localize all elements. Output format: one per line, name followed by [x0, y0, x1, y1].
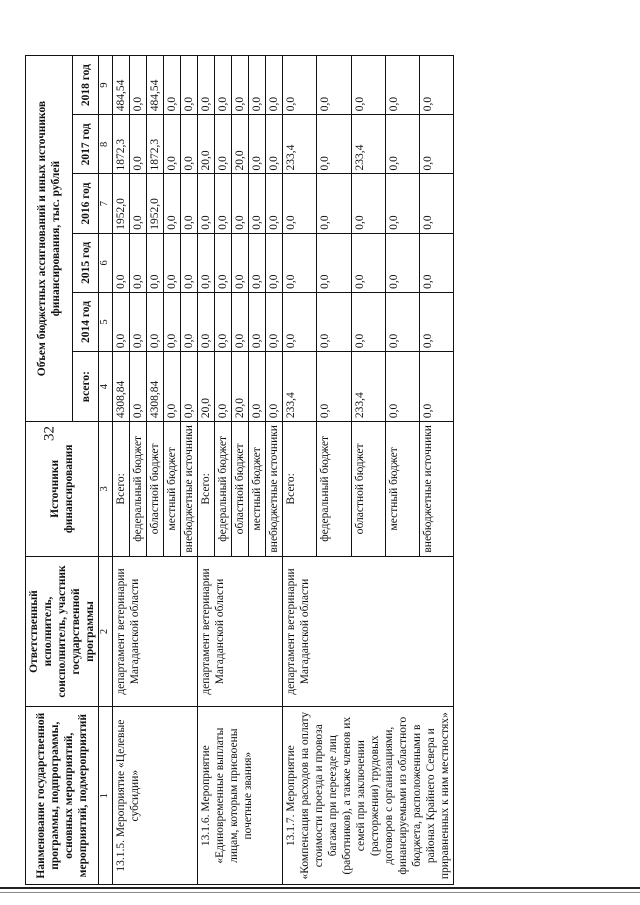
value-cell: 0,0 [317, 56, 351, 115]
measure-responsible: департамент ветеринарии Магаданской области [112, 556, 197, 707]
value-cell: 0,0 [129, 115, 146, 174]
header-year-2017: 2017 год [73, 115, 99, 174]
value-cell: 0,0 [163, 56, 180, 115]
header-year-2015: 2015 год [73, 233, 99, 292]
value-cell: 0,0 [129, 174, 146, 233]
funding-source: местный бюджет [385, 422, 419, 557]
value-cell: 0,0 [180, 233, 197, 292]
value-cell: 0,0 [163, 352, 180, 422]
value-cell: 0,0 [419, 233, 453, 292]
value-cell: 0,0 [317, 115, 351, 174]
value-cell: 0,0 [266, 292, 283, 351]
value-cell: 0,0 [214, 292, 231, 351]
value-cell: 0,0 [249, 174, 266, 233]
value-cell: 484,54 [112, 56, 129, 115]
value-cell: 0,0 [197, 174, 214, 233]
value-cell: 0,0 [146, 292, 163, 351]
value-cell: 1952,0 [146, 174, 163, 233]
value-cell: 0,0 [231, 174, 248, 233]
value-cell: 0,0 [129, 352, 146, 422]
index-cell: 4 [99, 352, 113, 422]
value-cell: 0,0 [283, 56, 317, 115]
index-cell: 2 [99, 556, 113, 707]
value-cell: 0,0 [180, 56, 197, 115]
bottom-rule-thin [0, 892, 640, 893]
index-cell: 6 [99, 233, 113, 292]
budget-table [25, 55, 454, 885]
header-source: Источники финансирования [26, 422, 99, 557]
value-cell: 233,4 [351, 115, 385, 174]
value-cell: 0,0 [317, 352, 351, 422]
value-cell: 0,0 [129, 292, 146, 351]
value-cell: 233,4 [283, 115, 317, 174]
value-cell: 0,0 [112, 233, 129, 292]
value-cell: 0,0 [197, 233, 214, 292]
value-cell: 1872,3 [146, 115, 163, 174]
value-cell: 0,0 [231, 56, 248, 115]
index-cell: 1 [99, 707, 113, 885]
value-cell: 0,0 [351, 56, 385, 115]
funding-source: областной бюджет [146, 422, 163, 557]
header-name: Наименование государственной программы, подпрограммы, основных мероприятий, мероприятий, подмероприятий [26, 707, 99, 885]
index-cell: 5 [99, 292, 113, 351]
value-cell: 0,0 [163, 292, 180, 351]
value-cell: 0,0 [283, 233, 317, 292]
index-cell: 9 [99, 56, 113, 115]
funding-source: местный бюджет [249, 422, 266, 557]
header-year-2016: 2016 год [73, 174, 99, 233]
value-cell: 20,0 [231, 115, 248, 174]
value-cell: 0,0 [351, 292, 385, 351]
value-cell: 233,4 [351, 352, 385, 422]
value-cell: 0,0 [231, 292, 248, 351]
funding-source: федеральный бюджет [129, 422, 146, 557]
index-cell: 3 [99, 422, 113, 557]
header-responsible: Ответственный исполнитель, соисполнитель, участник государственной программы [26, 556, 99, 707]
value-cell: 0,0 [266, 56, 283, 115]
measure-name: 13.1.7. Мероприятие «Компенсация расходов на оплату стоимости проезда и провоза багажа при переезде лиц (работников), а также членов их семей при заключении (расторжении) трудовых договоров с организациями, финансируемыми из областного бюджета, расположенными в районах Крайнего Севера и приравненных к ним местностях» [283, 707, 454, 885]
measure-name: 13.1.5. Мероприятие «Целевые субсидии» [112, 707, 197, 885]
page-number: 32 [41, 426, 58, 441]
funding-source: областной бюджет [231, 422, 248, 557]
value-cell: 0,0 [419, 352, 453, 422]
value-cell: 0,0 [266, 352, 283, 422]
value-cell: 20,0 [197, 115, 214, 174]
funding-source: внебюджетные источники [180, 422, 197, 557]
value-cell: 0,0 [180, 292, 197, 351]
measure-name: 13.1.6. Мероприятие «Единовременные выплаты лицам, которым присвоены почетные звания» [197, 707, 282, 885]
header-year-2014: 2014 год [73, 292, 99, 351]
value-cell: 0,0 [163, 174, 180, 233]
value-cell: 0,0 [249, 352, 266, 422]
value-cell: 0,0 [385, 174, 419, 233]
value-cell: 0,0 [419, 115, 453, 174]
value-cell: 0,0 [146, 233, 163, 292]
value-cell: 0,0 [266, 233, 283, 292]
value-cell: 0,0 [249, 115, 266, 174]
header-year-2018: 2018 год [73, 56, 99, 115]
value-cell: 1872,3 [112, 115, 129, 174]
value-cell: 0,0 [419, 292, 453, 351]
table-row [112, 56, 129, 885]
funding-source: федеральный бюджет [214, 422, 231, 557]
value-cell: 20,0 [231, 352, 248, 422]
funding-source: местный бюджет [163, 422, 180, 557]
value-cell: 0,0 [385, 115, 419, 174]
value-cell: 0,0 [351, 233, 385, 292]
header-total: всего: [73, 352, 99, 422]
value-cell: 0,0 [419, 56, 453, 115]
index-cell: 7 [99, 174, 113, 233]
value-cell: 4308,84 [112, 352, 129, 422]
measure-responsible: департамент ветеринарии Магаданской области [283, 556, 454, 707]
value-cell: 0,0 [214, 115, 231, 174]
header-row-1 [26, 56, 73, 885]
value-cell: 0,0 [351, 174, 385, 233]
measure-responsible: департамент ветеринарии Магаданской области [197, 556, 282, 707]
value-cell: 0,0 [385, 56, 419, 115]
value-cell: 0,0 [112, 292, 129, 351]
value-cell: 0,0 [385, 233, 419, 292]
value-cell: 0,0 [214, 352, 231, 422]
value-cell: 1952,0 [112, 174, 129, 233]
table-row [197, 56, 214, 885]
rotated-table-container [25, 55, 545, 885]
value-cell: 0,0 [249, 233, 266, 292]
index-cell: 8 [99, 115, 113, 174]
value-cell: 484,54 [146, 56, 163, 115]
value-cell: 0,0 [214, 56, 231, 115]
funding-source: Всего: [112, 422, 129, 557]
value-cell: 0,0 [266, 115, 283, 174]
value-cell: 0,0 [231, 233, 248, 292]
value-cell: 0,0 [214, 233, 231, 292]
funding-source: Всего: [197, 422, 214, 557]
value-cell: 0,0 [283, 292, 317, 351]
index-row [99, 56, 113, 885]
value-cell: 0,0 [197, 292, 214, 351]
value-cell: 233,4 [283, 352, 317, 422]
bottom-rule [0, 887, 640, 889]
value-cell: 0,0 [197, 56, 214, 115]
value-cell: 0,0 [266, 174, 283, 233]
value-cell: 0,0 [180, 352, 197, 422]
value-cell: 0,0 [385, 292, 419, 351]
value-cell: 0,0 [317, 174, 351, 233]
value-cell: 0,0 [283, 174, 317, 233]
value-cell: 0,0 [419, 174, 453, 233]
value-cell: 0,0 [317, 233, 351, 292]
value-cell: 0,0 [129, 56, 146, 115]
value-cell: 0,0 [249, 292, 266, 351]
value-cell: 0,0 [214, 174, 231, 233]
value-cell: 0,0 [249, 56, 266, 115]
funding-source: внебюджетные источники [266, 422, 283, 557]
value-cell: 0,0 [129, 233, 146, 292]
value-cell: 0,0 [163, 115, 180, 174]
funding-source: областной бюджет [351, 422, 385, 557]
table-body [112, 56, 453, 885]
value-cell: 0,0 [385, 352, 419, 422]
value-cell: 0,0 [317, 292, 351, 351]
value-cell: 0,0 [180, 174, 197, 233]
funding-source: Всего: [283, 422, 317, 557]
funding-source: внебюджетные источники [419, 422, 453, 557]
value-cell: 20,0 [197, 352, 214, 422]
value-cell: 0,0 [163, 233, 180, 292]
value-cell: 4308,84 [146, 352, 163, 422]
funding-source: федеральный бюджет [317, 422, 351, 557]
value-cell: 0,0 [180, 115, 197, 174]
header-volume: Объем бюджетных ассигнований и иных источников финансирования, тыс. рублей [26, 56, 73, 422]
table-row [283, 56, 317, 885]
